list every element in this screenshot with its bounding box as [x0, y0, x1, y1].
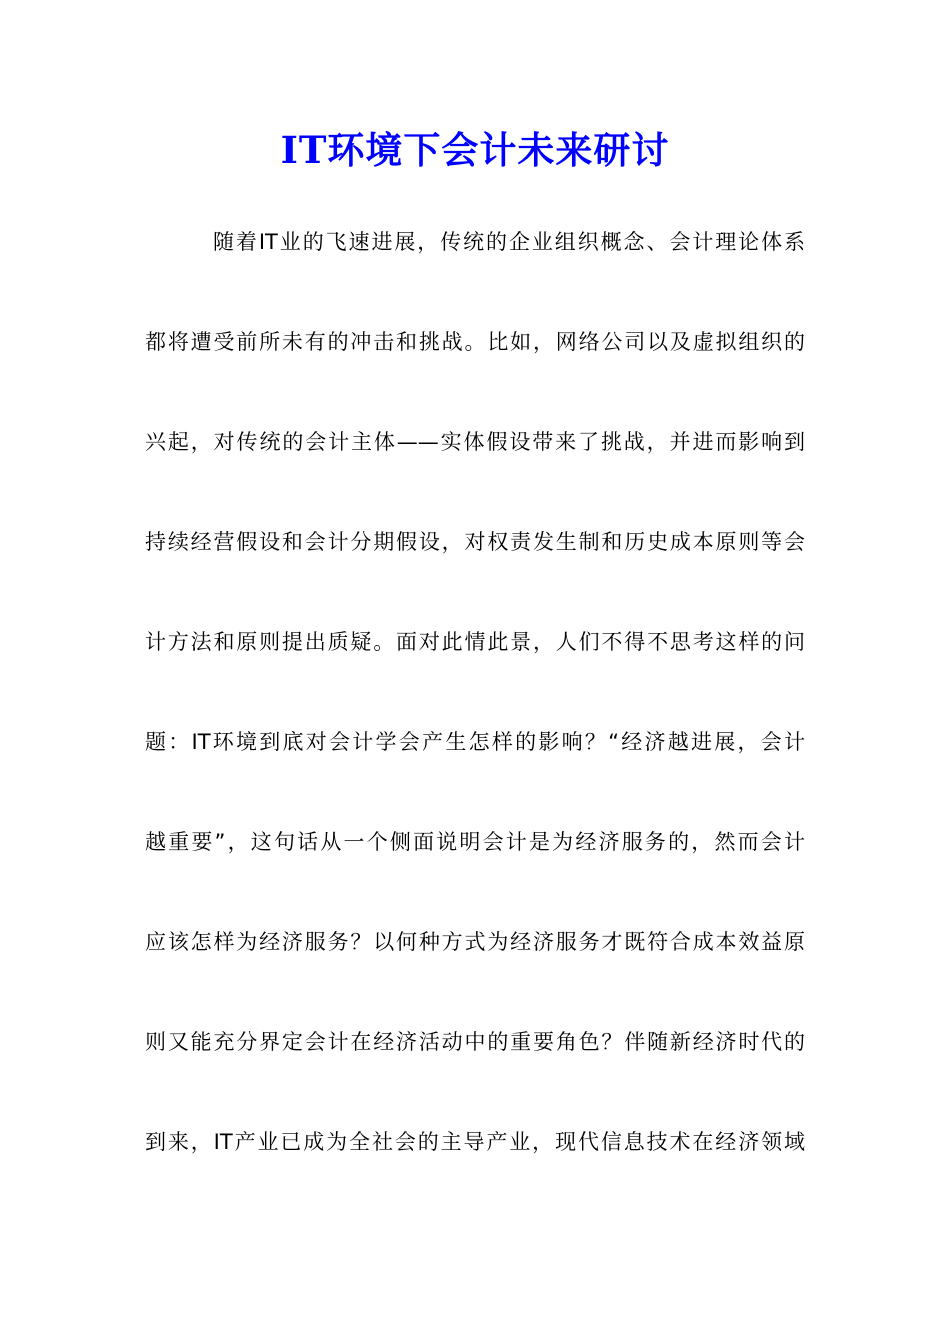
paragraph-line: 随着IT业的飞速进展，传统的企业组织概念、会计理论体系 [213, 230, 805, 254]
paragraph-line: 持续经营假设和会计分期假设，对权责发生制和历史成本原则等会 [145, 530, 805, 554]
paragraph-line: 越重要”，这句话从一个侧面说明会计是为经济服务的，然而会计 [145, 830, 805, 854]
paragraph-line: 都将遭受前所未有的冲击和挑战。比如，网络公司以及虚拟组织的 [145, 330, 805, 354]
paragraph-line: 到来，IT产业已成为全社会的主导产业，现代信息技术在经济领域 [145, 1130, 805, 1154]
paragraph-line: 则又能充分界定会计在经济活动中的重要角色？伴随新经济时代的 [145, 1030, 805, 1054]
paragraph-line: 兴起，对传统的会计主体——实体假设带来了挑战，并进而影响到 [145, 430, 805, 454]
document-title: IT环境下会计未来研讨 [280, 128, 670, 172]
paragraph-line: 应该怎样为经济服务？以何种方式为经济服务才既符合成本效益原 [145, 930, 805, 954]
paragraph-line: 题：IT环境到底对会计学会产生怎样的影响？“经济越进展，会计 [145, 730, 805, 754]
paragraph-line: 计方法和原则提出质疑。面对此情此景，人们不得不思考这样的问 [145, 630, 805, 654]
